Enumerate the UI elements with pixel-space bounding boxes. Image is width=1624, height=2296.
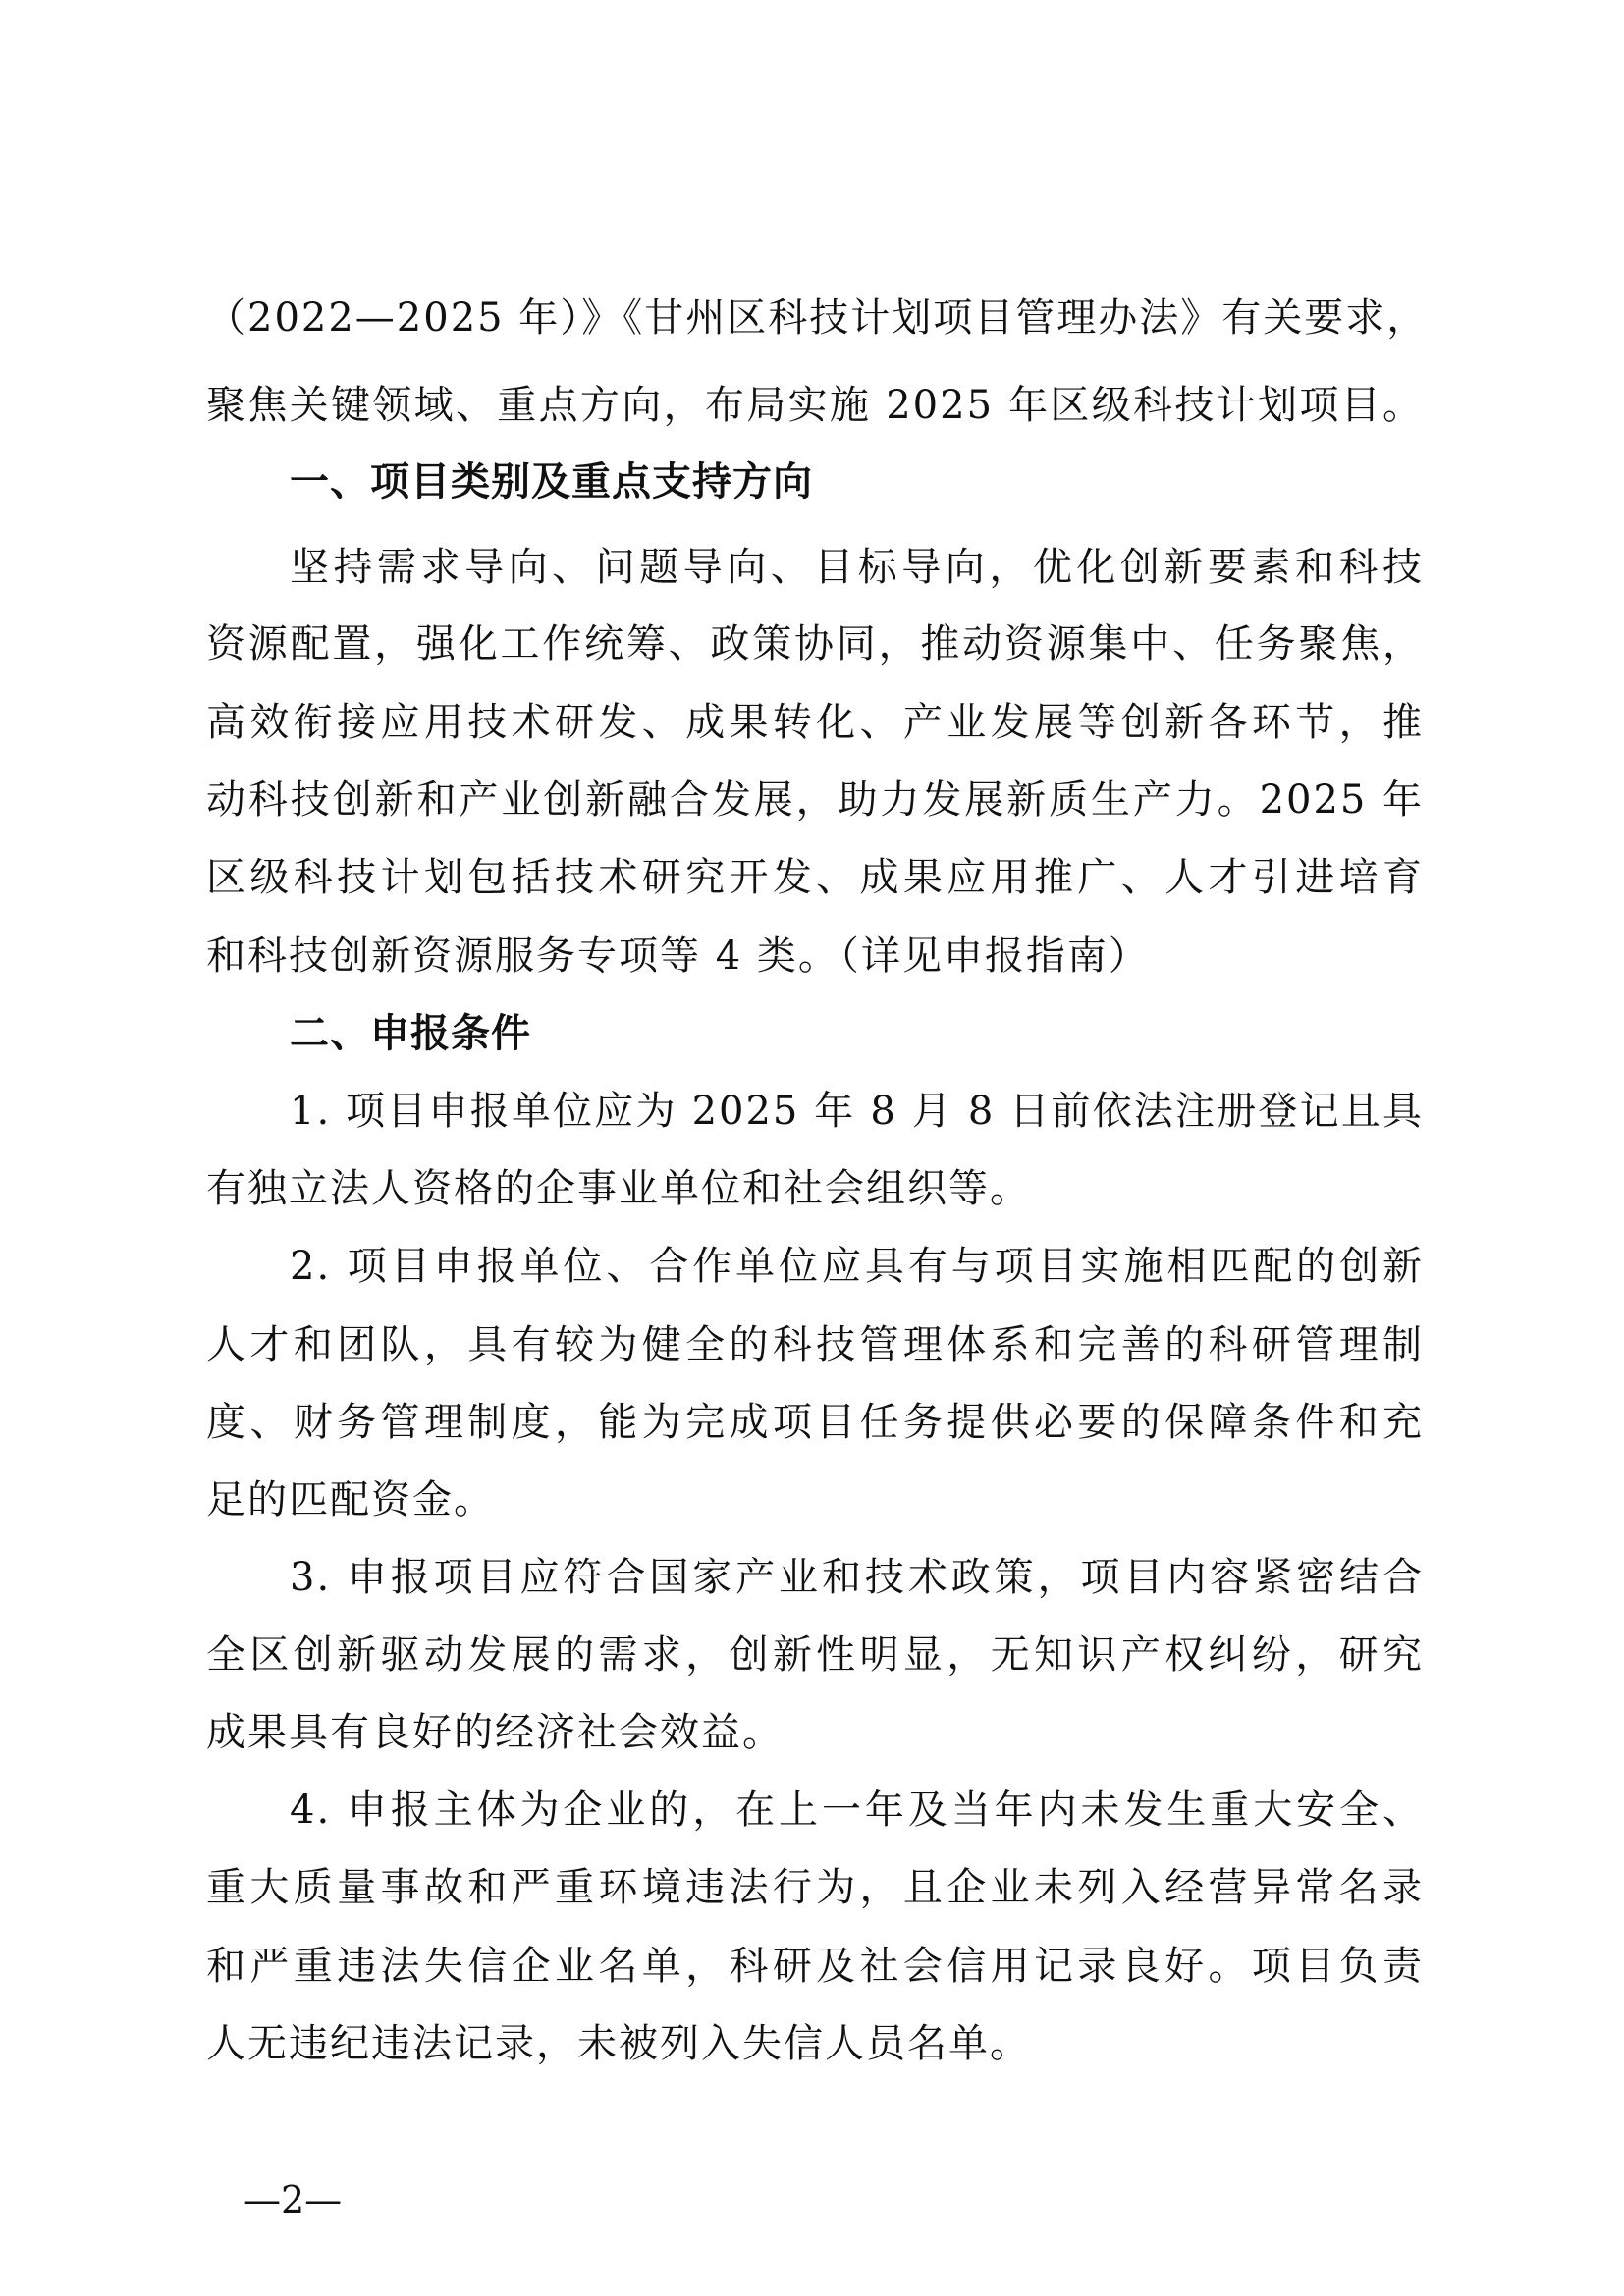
- body-text-line: 人无违纪违法记录，未被列入失信人员名单。: [206, 2021, 1031, 2066]
- body-text-line: 资源配置，强化工作统筹、政策协同，推动资源集中、任务聚焦，: [206, 621, 1424, 667]
- body-text-line: 和科技创新资源服务专项等 4 类。（详见申报指南）: [206, 934, 1150, 979]
- body-text-line: 坚持需求导向、问题导向、目标导向，优化创新要素和科技: [290, 545, 1424, 590]
- body-text-line: 和严重违法失信企业名单，科研及社会信用记录良好。项目负责: [206, 1944, 1424, 1989]
- body-text-line: 2. 项目申报单位、合作单位应具有与项目实施相匹配的创新: [290, 1244, 1424, 1289]
- body-text-line: 有独立法人资格的企事业单位和社会组织等。: [206, 1166, 1031, 1211]
- body-text-line: （2022—2025 年）》《甘州区科技计划项目管理办法》有关要求，: [206, 295, 1429, 341]
- body-text-line: 重大质量事故和严重环境违法行为，且企业未列入经营异常名录: [206, 1865, 1424, 1910]
- body-text-line: 成果具有良好的经济社会效益。: [206, 1710, 784, 1755]
- section-heading-1: 一、项目类别及重点支持方向: [290, 459, 813, 505]
- body-text-line: 度、财务管理制度，能为完成项目任务提供必要的保障条件和充: [206, 1400, 1424, 1445]
- body-text-line: 区级科技计划包括技术研究开发、成果应用推广、人才引进培育: [206, 855, 1424, 900]
- body-text-line: 全区创新驱动发展的需求，创新性明显，无知识产权纠纷，研究: [206, 1632, 1424, 1678]
- body-text-line: 动科技创新和产业创新融合发展，助力发展新质生产力。2025 年: [206, 777, 1424, 823]
- body-text-line: 4. 申报主体为企业的，在上一年及当年内未发生重大安全、: [290, 1788, 1424, 1833]
- body-text-line: 足的匹配资金。: [206, 1477, 495, 1522]
- body-text-line: 聚焦关键领域、重点方向，布局实施 2025 年区级科技计划项目。: [206, 383, 1424, 428]
- body-text-line: 高效衔接应用技术研发、成果转化、产业发展等创新各环节，推: [206, 700, 1424, 745]
- body-text-line: 3. 申报项目应符合国家产业和技术政策，项目内容紧密结合: [290, 1555, 1424, 1600]
- body-text-line: 1. 项目申报单位应为 2025 年 8 月 8 日前依法注册登记且具: [290, 1089, 1424, 1134]
- section-heading-2: 二、申报条件: [290, 1011, 531, 1056]
- body-text-line: 人才和团队，具有较为健全的科技管理体系和完善的科研管理制: [206, 1322, 1424, 1367]
- page-number: —2—: [244, 2178, 343, 2221]
